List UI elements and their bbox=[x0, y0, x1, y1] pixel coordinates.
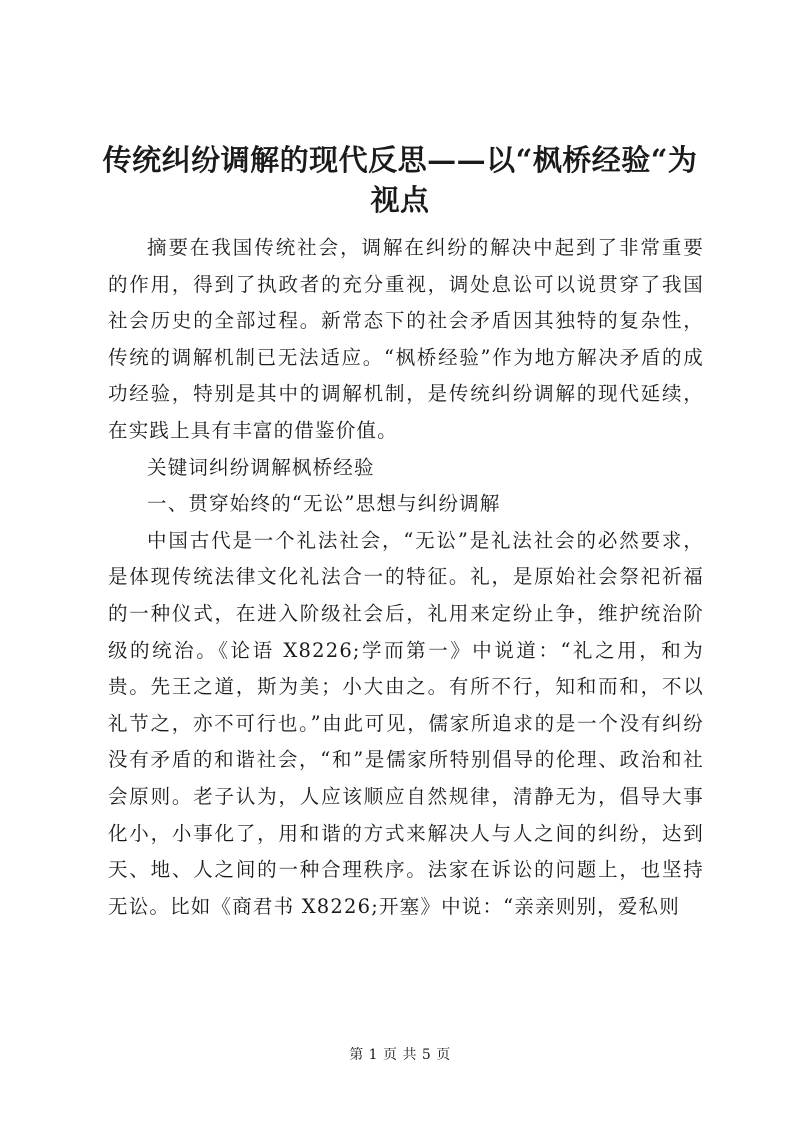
keywords-paragraph: 关键词纠纷调解枫桥经验 bbox=[147, 455, 375, 479]
section-heading: 一、贯穿始终的“无讼”思想与纠纷调解 bbox=[147, 492, 501, 516]
document-body bbox=[108, 230, 704, 925]
page-number-footer: 第 1 页 共 5 页 bbox=[349, 1047, 451, 1063]
body-paragraph: 中国古代是一个礼法社会，“无讼”是礼法社会的必然要求，是体现传统法律文化礼法合一的特征。礼，是原始社会祭祀祈福的一种仪式，在进入阶级社会后，礼用来定纷止争，维护统治阶级的统治。《论语 X8226;学而第一》中说道：“礼之用，和为贵。先王之道，斯为美；小大由之。有所不行，知和而和，不以礼节之，亦不可行也。”由此可见，儒家所追求的是一个没有纠纷没有矛盾的和谐社会，“和”是儒家所特别倡导的伦理、政治和社会原则。老子认为，人应该顺应自然规律，清静无为，倡导大事化小，小事化了，用和谐的方式来解决人与人之间的纠纷，达到天、地、人之间的一种合理秩序。法家在诉讼的问题上，也坚持无讼。比如《商君书 X8226;开塞》中说：“亲亲则别，爱私则 bbox=[108, 528, 704, 918]
document-title: 传统纠纷调解的现代反思——以“枫桥经验“为视点 bbox=[102, 143, 698, 217]
abstract-paragraph: 摘要在我国传统社会，调解在纠纷的解决中起到了非常重要的作用，得到了执政者的充分重视，调处息讼可以说贯穿了我国社会历史的全部过程。新常态下的社会矛盾因其独特的复杂性，传统的调解机制已无法适应。“枫桥经验”作为地方解决矛盾的成功经验，特别是其中的调解机制，是传统纠纷调解的现代延续，在实践上具有丰富的借鉴价值。 bbox=[108, 236, 704, 442]
